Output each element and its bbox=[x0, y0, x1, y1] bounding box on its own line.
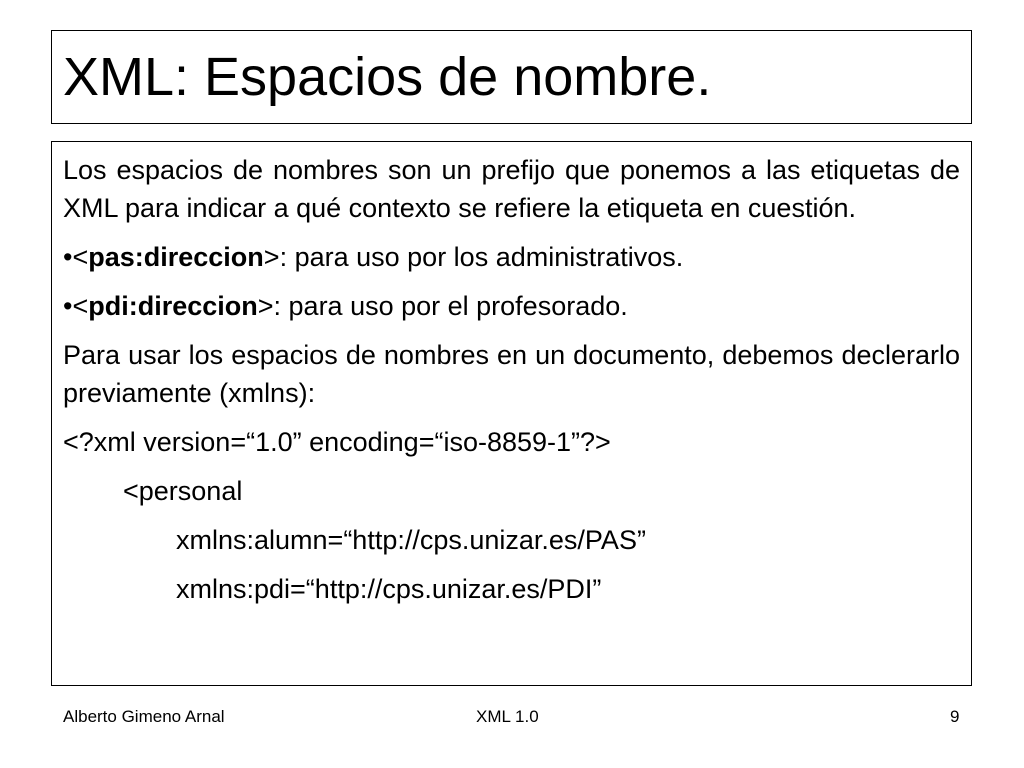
code-line-xmlns-alumn: xmlns:alumn=“http://cps.unizar.es/PAS” bbox=[176, 525, 646, 555]
tag-open: < bbox=[72, 242, 89, 272]
usage-paragraph: Para usar los espacios de nombres en un documento, debemos declerarlo previamente (xmlns): bbox=[63, 340, 960, 408]
tag-open: < bbox=[72, 291, 89, 321]
code-line-xmlns-pdi: xmlns:pdi=“http://cps.unizar.es/PDI” bbox=[176, 574, 602, 604]
bullet-description: : para uso por los administrativos. bbox=[279, 242, 684, 272]
footer-author: Alberto Gimeno Arnal bbox=[63, 707, 225, 726]
slide-content bbox=[63, 151, 960, 608]
bullet-pdi bbox=[63, 287, 960, 325]
tag-close: > bbox=[257, 291, 274, 321]
tag-name-pdi: pdi:direccion bbox=[88, 291, 258, 321]
bullet-mark: • bbox=[63, 242, 73, 272]
bullet-description: : para uso por el profesorado. bbox=[273, 291, 628, 321]
footer-page-number: 9 bbox=[950, 707, 960, 726]
tag-close: > bbox=[263, 242, 280, 272]
footer-topic: XML 1.0 bbox=[476, 707, 539, 726]
bullet-mark: • bbox=[63, 291, 73, 321]
content-box bbox=[51, 141, 972, 686]
intro-paragraph: Los espacios de nombres son un prefijo que ponemos a las etiquetas de XML para indicar a qué contexto se refiere la etiqueta en cuestión. bbox=[63, 155, 960, 223]
code-line-xml-declaration: <?xml version=“1.0” encoding=“iso-8859-1”?> bbox=[63, 427, 611, 457]
tag-name-pas: pas:direccion bbox=[88, 242, 264, 272]
code-line-personal: <personal bbox=[123, 476, 243, 506]
title-box bbox=[51, 30, 972, 124]
bullet-pas bbox=[63, 238, 960, 276]
slide-title: XML: Espacios de nombre. bbox=[63, 47, 712, 107]
